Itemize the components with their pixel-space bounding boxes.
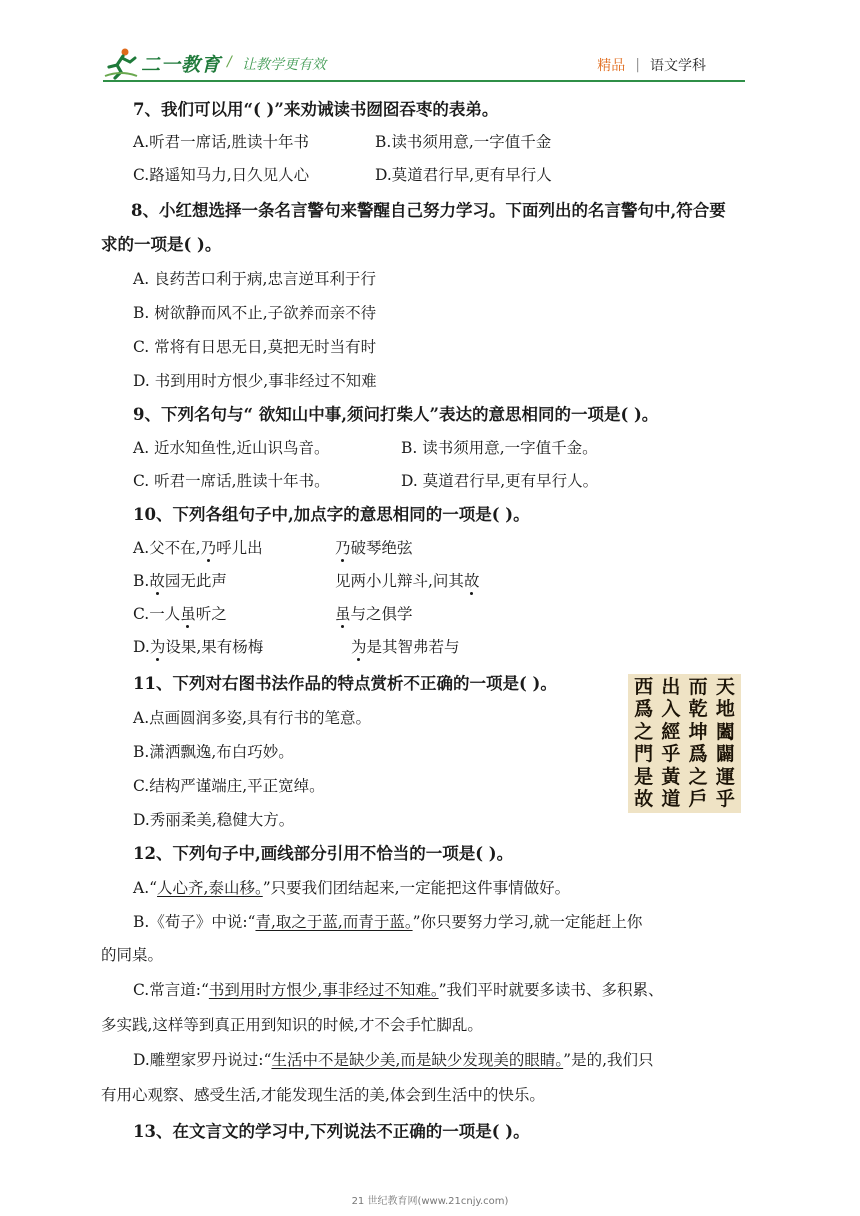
q8-option-c: C. 常将有日思无日,莫把无时当有时 [133, 338, 377, 356]
q12-option-d-cont: 有用心观察、感受生活,才能发现生活的美,体会到生活中的快乐。 [101, 1086, 545, 1104]
calligraphy-char: 黃 [661, 765, 681, 788]
calligraphy-char: 坤 [688, 720, 708, 743]
q9-option-c: C. 听君一席话,胜读十年书。 [133, 472, 330, 490]
q9-options-row2 [133, 465, 763, 498]
question-8-cont: 求的一项是( )。 [101, 235, 222, 254]
brand-name: 二一教育 [141, 53, 222, 76]
q12-option-c-cont: 多实践,这样等到真正用到知识的时候,才不会手忙脚乱。 [101, 1016, 483, 1034]
document-body [101, 94, 763, 1150]
calligraphy-column [661, 678, 680, 809]
question-7: 7、我们可以用“( )”来劝诫读书囫囵吞枣的表弟。 [133, 100, 499, 119]
q10-a-left: A.父不在,乃呼儿出 [133, 539, 263, 557]
q10-option-a [133, 532, 763, 565]
q10-b-right: 见两小儿辩斗,问其故 [335, 572, 480, 590]
q8-option-d: D. 书到用时方恨少,事非经过不知难 [133, 372, 377, 390]
q7-option-b: B.读书须用意,一字值千金 [375, 133, 552, 151]
quality-label: 精品 [597, 58, 626, 74]
underlined-quote: 青,取之于蓝,而青于蓝。 [255, 913, 413, 931]
dotted-char: 为 [149, 638, 166, 656]
calligraphy-char: 天 [715, 676, 735, 698]
calligraphy-char: 道 [661, 787, 681, 810]
q10-c-right: 虽与之俱学 [335, 605, 413, 623]
calligraphy-image [628, 674, 741, 813]
question-8: 8、小红想选择一条名言警句来警醒自己努力学习。下面列出的名言警句中,符合要 [131, 201, 726, 220]
q10-option-b [133, 565, 763, 598]
calligraphy-char: 而 [688, 676, 708, 698]
calligraphy-char: 戶 [688, 787, 708, 810]
page-header [0, 0, 860, 84]
q12-option-a: A.“人心齐,泰山移。”只要我们团结起来,一定能把这件事情做好。 [133, 879, 571, 897]
dotted-char: 乃 [200, 539, 217, 557]
underlined-quote: 生活中不是缺少美,而是缺少发现美的眼睛。 [271, 1051, 564, 1069]
q10-d-left: D.为设果,果有杨梅 [133, 638, 264, 656]
dotted-char: 虽 [180, 605, 196, 623]
header-rule [103, 80, 745, 82]
calligraphy-column [634, 678, 653, 809]
calligraphy-column [716, 678, 735, 809]
q10-option-c [133, 598, 763, 631]
q7-options-row1 [133, 126, 763, 159]
brand-logo[interactable] [103, 46, 221, 80]
q7-option-c: C.路遥知马力,日久见人心 [133, 166, 310, 184]
calligraphy-char: 出 [661, 676, 681, 698]
calligraphy-char: 之 [688, 765, 708, 788]
q9-options-row1 [133, 432, 763, 465]
dotted-char: 为 [351, 638, 367, 656]
calligraphy-char: 入 [661, 698, 681, 721]
q12-option-d: D.雕塑家罗丹说过:“生活中不是缺少美,而是缺少发现美的眼睛。”是的,我们只 [133, 1051, 654, 1069]
q12-option-b-cont: 的同桌。 [101, 946, 164, 964]
dotted-char: 故 [149, 572, 165, 590]
dotted-char: 乃 [335, 539, 351, 557]
calligraphy-char: 故 [634, 787, 654, 810]
q11-option-a: A.点画圆润多姿,具有行书的笔意。 [133, 709, 372, 727]
q12-option-c: C.常言道:“书到用时方恨少,事非经过不知难。”我们平时就要多读书、多积累、 [133, 981, 664, 999]
calligraphy-char: 地 [715, 698, 735, 721]
q11-option-b: B.潇洒飘逸,布白巧妙。 [133, 743, 294, 761]
q11-option-c: C.结构严谨端庄,平正宽绰。 [133, 777, 325, 795]
underlined-quote: 人心齐,泰山移。 [157, 879, 263, 897]
dotted-char: 故 [463, 572, 480, 590]
calligraphy-char: 運 [715, 765, 735, 788]
q9-option-b: B. 读书须用意,一字值千金。 [401, 439, 598, 457]
q7-option-a: A.听君一席话,胜读十年书 [133, 133, 310, 151]
underlined-quote: 书到用时方恨少,事非经过不知难。 [208, 981, 439, 999]
page-footer: 21 世纪教育网(www.21cnjy.com) [351, 1196, 509, 1207]
question-13: 13、在文言文的学习中,下列说法不正确的一项是( )。 [133, 1122, 530, 1141]
calligraphy-char: 闔 [715, 720, 735, 743]
calligraphy-char: 是 [634, 765, 654, 788]
q7-option-d: D.莫道君行早,更有早行人 [375, 166, 552, 184]
calligraphy-char: 之 [634, 720, 654, 743]
question-11: 11、下列对右图书法作品的特点赏析不正确的一项是( )。 [133, 674, 557, 693]
calligraphy-char: 乎 [715, 787, 735, 810]
calligraphy-char: 乾 [688, 698, 708, 721]
q10-b-left: B.故园无此声 [133, 572, 227, 590]
question-12: 12、下列句子中,画线部分引用不恰当的一项是( )。 [133, 844, 514, 863]
calligraphy-column [689, 678, 708, 809]
brand-slogan: 让教学更有效 [242, 57, 326, 73]
question-9: 9、下列名句与“ 欲知山中事,须问打柴人”表达的意思相同的一项是( )。 [133, 405, 659, 424]
subject-label: 语文学科 [650, 58, 706, 74]
slogan-separator: / [227, 54, 232, 70]
dotted-char: 虽 [335, 605, 351, 623]
q8-option-a: A. 良药苦口利于病,忠言逆耳利于行 [133, 270, 376, 288]
q10-d-right: 为是其智弗若与 [351, 638, 460, 656]
q12-option-b: B.《荀子》中说:“青,取之于蓝,而青于蓝。”你只要努力学习,就一定能赶上你 [133, 913, 643, 931]
q7-options-row2 [133, 159, 763, 192]
calligraphy-char: 門 [634, 743, 654, 766]
question-10: 10、下列各组句子中,加点字的意思相同的一项是( )。 [133, 505, 530, 524]
q10-a-right: 乃破琴绝弦 [335, 539, 413, 557]
calligraphy-char: 爲 [688, 743, 708, 766]
runner-icon [103, 46, 139, 80]
calligraphy-char: 乎 [661, 743, 681, 766]
q8-option-b: B. 树欲静而风不止,子欲养而亲不待 [133, 304, 377, 322]
calligraphy-char: 西 [634, 676, 654, 698]
q10-c-left: C.一人虽听之 [133, 605, 227, 623]
q10-option-d [133, 631, 763, 664]
q9-option-a: A. 近水知鱼性,近山识鸟音。 [133, 439, 330, 457]
header-right [597, 55, 706, 75]
calligraphy-char: 闢 [715, 743, 735, 766]
calligraphy-char: 爲 [634, 698, 654, 721]
calligraphy-char: 經 [661, 720, 681, 743]
q9-option-d: D. 莫道君行早,更有早行人。 [401, 472, 599, 490]
q11-option-d: D.秀丽柔美,稳健大方。 [133, 811, 295, 829]
header-divider: | [635, 57, 640, 73]
